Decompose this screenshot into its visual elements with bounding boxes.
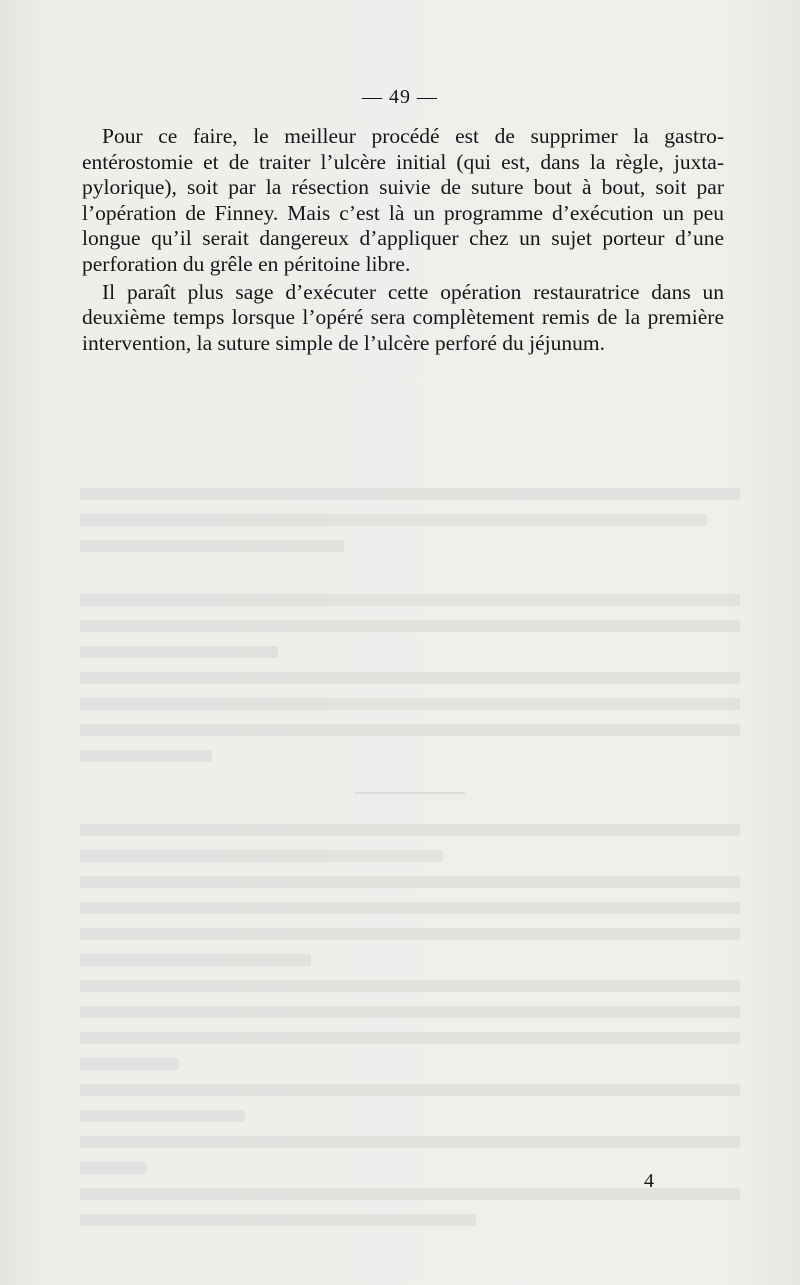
- body-text: [82, 124, 724, 356]
- paragraph-1: Pour ce faire, le meilleur procédé est de supprimer la gastro-entérostomie et de traiter l’ulcère initial (qui est, dans la règle, juxta-pylorique), soit par la résection suivie de suture bout à bout, soit par l’opération de Finney. Mais c’est là un programme d’exécution un peu longue qu’il serait dangereux d’appliquer chez un sujet porteur d’une perforation du grêle en péritoine libre.: [82, 124, 724, 276]
- paragraph-2: Il paraît plus sage d’exécuter cette opération restauratrice dans un deuxième temps lorsque l’opéré sera complètement remis de la première intervention, la suture simple de l’ulcère perforé du jéjunum.: [82, 279, 724, 355]
- signature-mark: 4: [644, 1170, 654, 1192]
- page-number: — 49 —: [362, 86, 438, 108]
- bleed-through-text: [80, 350, 740, 1170]
